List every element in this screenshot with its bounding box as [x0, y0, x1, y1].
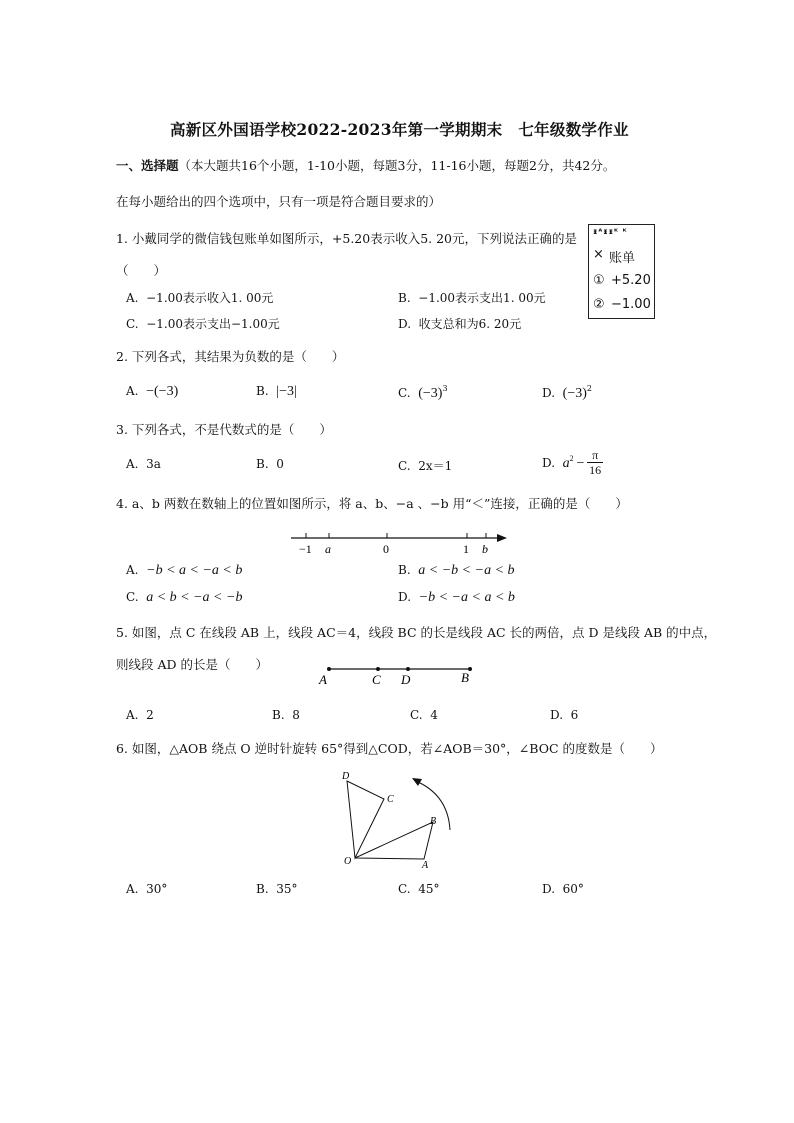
bill-image — [588, 224, 655, 319]
bill-header: 账单 — [609, 251, 636, 266]
q1-paren: （ ） — [116, 263, 167, 278]
option-key: C. — [126, 590, 139, 604]
option-key: A. — [126, 882, 139, 896]
option-exponent: 3 — [442, 384, 448, 393]
number-line-figure — [285, 528, 515, 558]
option-text: a — [562, 455, 570, 471]
option-key: C. — [398, 882, 411, 896]
label-a: a — [325, 542, 331, 556]
q3-option-b[interactable] — [256, 457, 284, 471]
option-key: B. — [272, 708, 285, 722]
label-neg1: −1 — [299, 542, 312, 556]
option-text: 收支总和为6. 20元 — [418, 317, 522, 331]
rotation-arrowhead — [412, 778, 422, 786]
option-key: B. — [398, 563, 411, 577]
label-b: b — [482, 542, 488, 556]
section-desc-2: 在每小题给出的四个选项中，只有一项是符合题目要求的） — [116, 194, 442, 209]
option-text: (−3) — [562, 386, 587, 401]
option-text: 3a — [146, 457, 161, 471]
bill-status-bar: ᵻᴬᵻᵻᴷ ᴷ — [593, 227, 628, 236]
q4-option-c[interactable] — [126, 590, 242, 606]
option-key: D. — [542, 455, 556, 470]
triangle-aob — [355, 822, 433, 859]
option-key: A. — [126, 291, 139, 305]
q2-option-a[interactable] — [126, 384, 178, 400]
q4-stem: 4. a、b 两数在数轴上的位置如图所示，将 a、b、−a 、−b 用“＜”连接，正确的是（ ） — [116, 496, 628, 511]
option-text: 2x＝1 — [418, 459, 453, 473]
label-one: 1 — [463, 542, 469, 556]
option-key: A. — [126, 708, 139, 722]
q5-option-c[interactable] — [410, 708, 438, 722]
option-text: 35° — [276, 882, 298, 896]
option-key: C. — [126, 317, 139, 331]
label-o: O — [344, 856, 352, 867]
triangle-cod — [347, 781, 384, 858]
label-c: C — [387, 794, 394, 805]
option-key: B. — [256, 882, 269, 896]
q3-option-a[interactable] — [126, 457, 161, 471]
q6-option-b[interactable] — [256, 882, 298, 896]
option-text: 45° — [418, 882, 440, 896]
option-key: C. — [398, 459, 411, 473]
q1-option-a[interactable] — [126, 289, 273, 306]
option-text: −b < −a < a < b — [418, 590, 515, 605]
number-line-arrow — [497, 534, 507, 542]
option-key: D. — [542, 386, 556, 400]
option-text: 4 — [430, 708, 438, 722]
option-key: D. — [550, 708, 564, 722]
q5-option-d[interactable] — [550, 708, 578, 722]
option-key: D. — [542, 882, 556, 896]
option-text: −1.00表示支出1. 00元 — [418, 291, 546, 305]
label-a: A — [319, 672, 327, 687]
option-text: 8 — [292, 708, 300, 722]
option-text: a < −b < −a < b — [418, 563, 515, 578]
label-c: C — [372, 672, 381, 687]
page-title: 高新区外国语学校2022-2023年第一学期期末 七年级数学作业 — [170, 120, 629, 139]
option-key: A. — [126, 384, 139, 398]
label-d: D — [401, 672, 411, 687]
q1-stem: 1. 小戴同学的微信钱包账单如图所示，+5.20表示收入5. 20元，下列说法正确的是 — [116, 231, 578, 246]
option-text: −1.00表示支出−1.00元 — [146, 317, 280, 331]
option-key: B. — [256, 457, 269, 471]
q2-option-d[interactable] — [542, 384, 592, 402]
option-text: (−3) — [418, 386, 443, 401]
q6-option-d[interactable] — [542, 882, 584, 896]
bill-row2-num: ② — [593, 297, 605, 312]
q6-option-c[interactable] — [398, 882, 440, 896]
option-key: A. — [126, 563, 139, 577]
q2-option-b[interactable] — [256, 384, 297, 400]
option-exponent: 2 — [586, 384, 592, 393]
rotation-figure — [338, 764, 463, 874]
point-d — [406, 667, 410, 671]
section-heading: 一、选择题 — [116, 158, 179, 173]
option-text: −b < a < −a < b — [146, 563, 243, 578]
label-a: A — [422, 860, 429, 871]
option-text: −1.00表示收入1. 00元 — [146, 291, 274, 305]
option-text: −(−3) — [146, 384, 179, 399]
q4-option-a[interactable] — [126, 563, 242, 579]
q4-option-b[interactable] — [398, 563, 515, 579]
segment-figure — [315, 662, 480, 688]
option-text: a < b < −a < −b — [146, 590, 243, 605]
option-text: 30° — [146, 882, 168, 896]
bill-row1-num: ① — [593, 273, 605, 288]
q1-option-c[interactable] — [126, 315, 280, 332]
fraction — [587, 448, 603, 477]
q3-stem: 3. 下列各式，不是代数式的是（ ） — [116, 422, 332, 437]
option-text: 60° — [562, 882, 584, 896]
q6-option-a[interactable] — [126, 882, 167, 896]
q5-option-a[interactable] — [126, 708, 154, 722]
option-text: 0 — [276, 457, 284, 471]
point-a — [327, 667, 331, 671]
label-zero: 0 — [383, 542, 389, 556]
q5-option-b[interactable] — [272, 708, 300, 722]
option-key: B. — [256, 384, 269, 398]
option-text: 2 — [146, 708, 154, 722]
q6-stem: 6. 如图，△AOB 绕点 O 逆时针旋转 65°得到△COD，若∠AOB＝30°，∠BOC 的度数是（ ） — [116, 741, 663, 756]
bill-close-icon: × — [593, 247, 604, 262]
option-key: D. — [398, 590, 412, 604]
fraction-denominator: 16 — [589, 463, 602, 477]
section-heading-line — [116, 156, 615, 174]
q5-stem-2: 则线段 AD 的长是（ ） — [116, 657, 268, 672]
q4-option-d[interactable] — [398, 590, 515, 606]
q2-option-c[interactable] — [398, 384, 448, 402]
q2-stem: 2. 下列各式，其结果为负数的是（ ） — [116, 349, 345, 364]
option-key: C. — [398, 386, 411, 400]
option-text: |−3| — [276, 384, 297, 399]
section-desc-1: （本大题共16个小题，1-10小题，每题3分，11-16小题，每题2分，共42分。 — [178, 158, 616, 173]
q3-option-c[interactable] — [398, 457, 452, 474]
bill-row2-value: −1.00 — [611, 297, 651, 312]
label-b: B — [430, 816, 437, 827]
label-d: D — [342, 771, 350, 782]
option-key: D. — [398, 317, 412, 331]
option-text: 6 — [570, 708, 579, 722]
option-key: A. — [126, 457, 139, 471]
option-key: B. — [398, 291, 411, 305]
q1-option-b[interactable] — [398, 289, 546, 306]
option-key: C. — [410, 708, 423, 722]
fraction-numerator: π — [592, 448, 599, 462]
point-c — [376, 667, 380, 671]
q1-option-d[interactable] — [398, 315, 521, 332]
bill-row1-value: +5.20 — [611, 273, 651, 288]
option-exponent: 2 — [569, 453, 574, 463]
label-b: B — [461, 670, 469, 685]
q5-stem: 5. 如图，点 C 在线段 AB 上，线段 AC＝4，线段 BC 的长是线段 AC 长的两倍，点 D 是线段 AB 的中点， — [116, 625, 717, 640]
q3-option-d[interactable]: D. $a^2$ − $\frac{\pi}{16}$ — [542, 448, 602, 477]
